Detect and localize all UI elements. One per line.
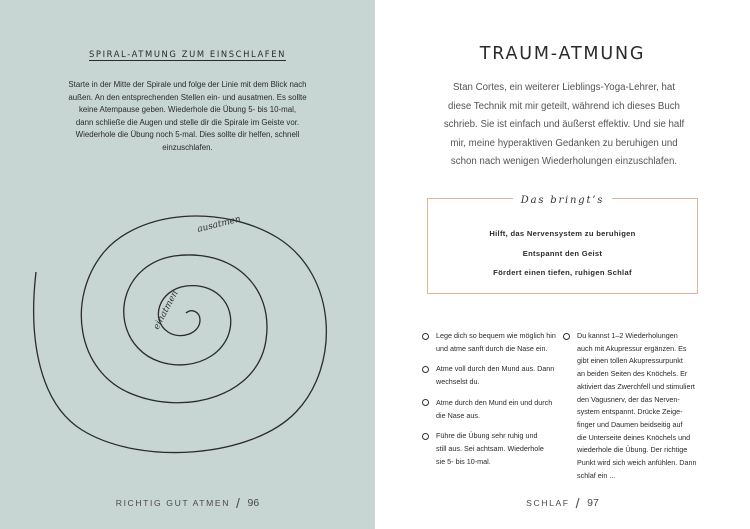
step-line: wiederhole die Übung. Der richtige [577,445,688,455]
intro-line: diese Technik mit mir geteilt, während ich dieses Buch [448,100,680,112]
circle-bullet-icon [422,399,429,406]
section-title: SCHLAF [526,498,570,508]
step-line: Punkt wird sich weich anfühlen. Dann [577,458,697,468]
spiral-line [34,216,327,453]
circle-bullet-icon [422,433,429,440]
spiral-label-einatmen: einatmen [151,289,181,332]
intro-line: schon nach wenigen Wiederholungen einzuschlafen. [450,156,678,168]
step-line: an beiden Seiten des Knöchels. Er [577,369,688,379]
right-page [375,0,750,529]
book-title: RICHTIG GUT ATMEN [115,498,231,508]
step-line: Du kannst 1–2 Wiederholungen [577,331,678,340]
step-line: und atme sanft durch die Nase ein. [436,343,548,353]
step-line: den Vagusnerv, der das Nerven- [577,394,680,404]
step-line: sie 5- bis 10-mal. [436,456,491,466]
instruction-line: Starte in der Mitte der Spirale und folge der Linie mit dem Blick nach [68,80,307,89]
spiral-label-ausatmen: ausatmen [196,214,242,235]
step-line: gibt einen tollen Akupressurpunkt [577,356,683,366]
step-item [563,330,708,482]
step-line: schlaf ein ... [577,470,616,480]
instruction-line: einzuschlafen. [162,142,213,152]
benefits-list [428,224,697,283]
intro-line: mir, meine hyperaktiven Gedanken zu beruhigen und [450,137,678,149]
step-line: still aus. Sei achtsam. Wiederhole [436,443,544,453]
step-line: Lege dich so bequem wie möglich hin [436,331,556,340]
page-title: TRAUM-ATMUNG [479,44,646,64]
instruction-line: außen. An den entsprechenden Stellen ein- und ausatmen. Es sollte [68,92,307,102]
step-line: Atme durch den Mund ein und durch [436,397,553,407]
spiral-heading: SPIRAL-ATMUNG ZUM EINSCHLAFEN [89,49,286,59]
step-line: die Nase aus. [436,410,480,420]
spiral-instructions [56,79,319,155]
circle-bullet-icon [422,366,429,373]
benefit-item: Fördert einen tiefen, ruhigen Schlaf [493,268,632,277]
step-line: wechselst du. [436,377,480,387]
step-line: finger und Daumen beidseitig auf [577,419,683,429]
benefit-item: Entspannt den Geist [522,248,603,258]
intro-line: Stan Cortes, ein weiterer Lieblings-Yoga-Lehrer, hat [452,82,676,93]
step-line: Atme voll durch den Mund aus. Dann [436,364,555,374]
steps-column-1 [422,330,562,476]
step-line: die Unterseite deines Knöchels und [577,432,691,442]
instruction-line: Wiederhole die Übung noch 5-mal. Dies sollte dir helfen, schnell [75,130,300,140]
left-footer [0,495,375,511]
page-number-left: 96 [247,497,260,509]
step-line: Führe die Übung sehr ruhig und [436,431,538,441]
instruction-line: dann schließe die Augen und stelle dir die Spirale im Geiste vor. [75,117,300,127]
benefits-title: Das bringt’s [428,190,697,208]
step-item [422,430,562,468]
steps-column-2 [563,330,708,490]
step-line: system entspannt. Drücke Zeige- [577,407,683,417]
intro-paragraph [415,79,713,172]
footer-divider: / [236,495,242,511]
circle-bullet-icon [563,333,570,340]
benefit-item: Hilft, das Nervensystem zu beruhigen [489,229,636,238]
footer-divider: / [575,495,582,511]
step-item [422,330,562,355]
step-line: aktiviert das Zwerchfell und stimuliert [577,381,695,391]
page-number-right: 97 [587,497,599,509]
step-item [422,397,562,422]
step-line: auch mit Akupressur ergänzen. Es [577,343,687,353]
intro-line: schrieb. Sie ist einfach und äußerst effektiv. Und sie half [443,119,685,131]
circle-bullet-icon [422,333,429,340]
right-footer [375,495,750,511]
step-item [422,363,562,388]
benefits-box [427,195,698,294]
spiral-illustration [0,160,375,470]
instruction-line: keine Atempause geben. Wiederhole die Übung 5- bis 10-mal, [78,105,297,115]
